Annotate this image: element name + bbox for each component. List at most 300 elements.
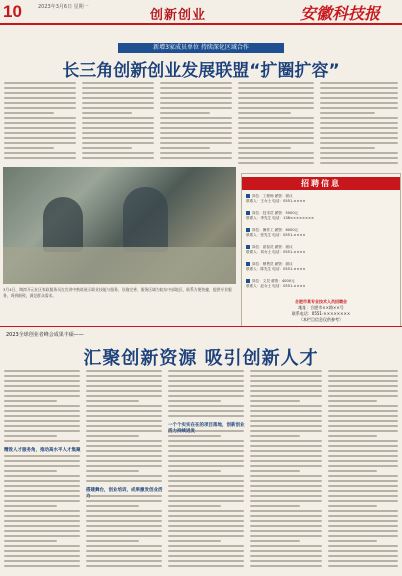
text-line xyxy=(4,560,80,562)
text-line xyxy=(82,82,154,84)
text-line xyxy=(4,495,80,497)
text-line xyxy=(250,545,322,547)
second-body-col-5 xyxy=(328,370,398,570)
text-line xyxy=(168,400,221,402)
text-line xyxy=(328,540,377,542)
text-line xyxy=(4,550,80,552)
text-line xyxy=(250,390,322,392)
text-line xyxy=(328,465,398,467)
text-line xyxy=(4,142,76,144)
text-line xyxy=(160,82,232,84)
text-line xyxy=(86,525,162,527)
text-line xyxy=(160,147,210,149)
section-divider xyxy=(0,326,402,327)
subhead-2: 搭建舞台，创业培训，成果激发创业活力 xyxy=(86,488,163,499)
text-line xyxy=(86,425,162,427)
text-line xyxy=(86,450,162,452)
text-line xyxy=(328,560,398,562)
text-line xyxy=(86,505,139,507)
text-line xyxy=(250,375,322,377)
second-body-col-3 xyxy=(168,370,244,570)
text-line xyxy=(250,550,322,552)
text-line xyxy=(328,495,398,497)
text-line xyxy=(86,405,162,407)
text-line xyxy=(4,375,80,377)
text-line xyxy=(86,480,162,482)
text-line xyxy=(328,480,398,482)
text-line xyxy=(86,540,139,542)
text-line xyxy=(328,520,398,522)
text-line xyxy=(168,490,244,492)
text-line xyxy=(86,475,162,477)
text-line xyxy=(168,370,244,372)
text-line xyxy=(4,555,80,557)
bullet-icon xyxy=(246,245,250,249)
text-line xyxy=(250,520,322,522)
text-line xyxy=(4,460,80,462)
text-line xyxy=(320,122,398,124)
text-line xyxy=(328,475,398,477)
text-line xyxy=(86,390,162,392)
text-line xyxy=(4,370,80,372)
text-line xyxy=(320,97,398,99)
text-line xyxy=(320,162,398,164)
jobs-panel xyxy=(241,173,401,327)
text-line xyxy=(168,510,244,512)
text-line xyxy=(250,460,322,462)
second-headline: 汇聚创新资源 吸引创新人才 xyxy=(83,348,319,369)
text-line xyxy=(168,480,244,482)
text-line xyxy=(168,380,244,382)
text-line xyxy=(4,132,76,134)
text-line xyxy=(328,485,398,487)
text-line xyxy=(320,102,398,104)
job-listing: 岗位：质检员 薪资：面议 联系人：刘女士 电话：0551-×××× xyxy=(246,245,306,254)
jobs-panel-title: 招聘信息 xyxy=(242,177,400,190)
text-line xyxy=(4,97,76,99)
text-line xyxy=(250,445,322,447)
job-listing: 岗位：操作工 薪资：6000元 联系人：张先生 电话：0551-×××× xyxy=(246,228,306,237)
text-line xyxy=(4,425,80,427)
text-line xyxy=(4,530,80,532)
text-line xyxy=(250,380,322,382)
text-line xyxy=(4,525,80,527)
subhead-1: 精致人才服务角，推动高水平人才集聚 xyxy=(4,448,81,453)
text-line xyxy=(4,480,80,482)
text-line xyxy=(168,415,244,417)
text-line xyxy=(168,450,244,452)
text-line xyxy=(86,515,162,517)
masthead-logo: 安徽科技报 xyxy=(300,4,381,23)
text-line xyxy=(82,87,154,89)
text-line xyxy=(4,420,80,422)
text-line xyxy=(168,520,244,522)
text-line xyxy=(250,435,300,437)
text-line xyxy=(4,415,80,417)
text-line xyxy=(86,430,162,432)
text-line xyxy=(4,395,80,397)
text-line xyxy=(86,545,162,547)
text-line xyxy=(328,460,398,462)
text-line xyxy=(4,405,80,407)
text-line xyxy=(328,470,377,472)
text-line xyxy=(160,132,232,134)
text-line xyxy=(4,400,57,402)
text-line xyxy=(250,495,322,497)
lead-body-col-4 xyxy=(238,82,314,167)
text-line xyxy=(250,540,300,542)
text-line xyxy=(250,470,300,472)
text-line xyxy=(320,157,398,159)
text-line xyxy=(4,475,80,477)
text-line xyxy=(328,430,398,432)
text-line xyxy=(250,400,300,402)
text-line xyxy=(86,385,162,387)
text-line xyxy=(82,137,154,139)
text-line xyxy=(168,410,244,412)
text-line xyxy=(250,455,322,457)
text-line xyxy=(4,440,80,442)
text-line xyxy=(328,565,398,567)
text-line xyxy=(4,485,80,487)
text-line xyxy=(238,92,314,94)
text-line xyxy=(160,152,232,154)
text-line xyxy=(328,410,398,412)
text-line xyxy=(4,87,76,89)
text-line xyxy=(328,515,398,517)
text-line xyxy=(86,535,162,537)
text-line xyxy=(328,435,377,437)
text-line xyxy=(86,560,162,562)
second-body-col-2 xyxy=(86,370,162,570)
job-listing: 岗位：工程师 薪资：面议 联系人：王女士 电话：0551-×××× xyxy=(246,194,306,203)
text-line xyxy=(82,132,154,134)
text-line xyxy=(4,147,54,149)
text-line xyxy=(4,112,54,114)
text-line xyxy=(160,92,232,94)
text-line xyxy=(86,565,162,567)
text-line xyxy=(250,500,322,502)
text-line xyxy=(4,152,76,154)
photo-caption: 3月4日，陶湾开元社区家政服务员在宣讲中熟练展示职业技能与服务，设施完善，服务区域为皖东中部地区，联系方便快捷，提供专业服务，周到细致，满足群众需求。 xyxy=(3,287,232,298)
text-line xyxy=(320,112,375,114)
text-line xyxy=(4,465,80,467)
bullet-icon xyxy=(246,262,250,266)
text-line xyxy=(238,102,314,104)
text-line xyxy=(82,157,154,159)
text-line xyxy=(250,430,322,432)
text-line xyxy=(82,112,132,114)
text-line xyxy=(4,410,80,412)
text-line xyxy=(168,445,244,447)
text-line xyxy=(328,490,398,492)
text-line xyxy=(250,465,322,467)
text-line xyxy=(168,525,244,527)
text-line xyxy=(328,525,398,527)
text-line xyxy=(250,490,322,492)
text-line xyxy=(328,370,398,372)
text-line xyxy=(82,92,154,94)
text-line xyxy=(160,142,232,144)
text-line xyxy=(250,475,322,477)
text-line xyxy=(328,500,398,502)
text-line xyxy=(320,92,398,94)
text-line xyxy=(82,127,154,129)
text-line xyxy=(86,370,162,372)
bullet-icon xyxy=(246,194,250,198)
text-line xyxy=(86,470,139,472)
text-line xyxy=(168,470,221,472)
text-line xyxy=(238,142,314,144)
text-line xyxy=(4,490,80,492)
text-line xyxy=(4,435,57,437)
header-rule xyxy=(0,23,402,25)
text-line xyxy=(86,555,162,557)
lead-photo xyxy=(3,167,236,284)
text-line xyxy=(168,375,244,377)
text-line xyxy=(168,475,244,477)
text-line xyxy=(160,87,232,89)
lead-headline: 长三角创新创业发展联盟“扩圈扩容” xyxy=(62,61,340,81)
text-line xyxy=(250,420,322,422)
text-line xyxy=(160,137,232,139)
text-line xyxy=(168,515,244,517)
text-line xyxy=(4,515,80,517)
text-line xyxy=(328,450,398,452)
text-line xyxy=(238,112,291,114)
text-line xyxy=(160,112,210,114)
text-line xyxy=(86,380,162,382)
text-line xyxy=(160,102,232,104)
text-line xyxy=(168,500,244,502)
text-line xyxy=(328,390,398,392)
text-line xyxy=(4,545,80,547)
text-line xyxy=(4,430,80,432)
text-line xyxy=(86,400,139,402)
job-listing: 岗位：文员 薪资：4000元 联系人：赵女士 电话：0551-×××× xyxy=(246,279,306,288)
text-line xyxy=(238,152,314,154)
text-line xyxy=(4,505,57,507)
text-line xyxy=(86,550,162,552)
text-line xyxy=(82,122,154,124)
text-line xyxy=(250,440,322,442)
text-line xyxy=(328,415,398,417)
text-line xyxy=(4,455,80,457)
text-line xyxy=(168,405,244,407)
text-line xyxy=(328,405,398,407)
second-body-col-1 xyxy=(4,370,80,570)
text-line xyxy=(4,157,76,159)
text-line xyxy=(328,505,377,507)
text-line xyxy=(86,455,162,457)
text-line xyxy=(82,147,132,149)
text-line xyxy=(82,102,154,104)
text-line xyxy=(4,127,76,129)
text-line xyxy=(160,107,232,109)
text-line xyxy=(4,510,80,512)
text-line xyxy=(320,87,398,89)
text-line xyxy=(328,555,398,557)
text-line xyxy=(4,137,76,139)
text-line xyxy=(160,122,232,124)
lead-body-col-3 xyxy=(160,82,232,162)
text-line xyxy=(328,535,398,537)
text-line xyxy=(168,390,244,392)
text-line xyxy=(168,385,244,387)
text-line xyxy=(4,540,57,542)
text-line xyxy=(86,415,162,417)
text-line xyxy=(328,395,398,397)
text-line xyxy=(328,510,398,512)
page-header xyxy=(0,0,402,24)
text-line xyxy=(168,565,244,567)
text-line xyxy=(4,565,80,567)
text-line xyxy=(168,435,221,437)
text-line xyxy=(86,435,139,437)
text-line xyxy=(250,530,322,532)
text-line xyxy=(4,385,80,387)
text-line xyxy=(4,500,80,502)
text-line xyxy=(238,122,314,124)
text-line xyxy=(250,510,322,512)
bullet-icon xyxy=(246,279,250,283)
text-line xyxy=(250,555,322,557)
text-line xyxy=(320,82,398,84)
text-line xyxy=(168,495,244,497)
text-line xyxy=(86,375,162,377)
text-line xyxy=(320,127,398,129)
text-line xyxy=(4,82,76,84)
page-number: 10 xyxy=(3,2,22,21)
text-line xyxy=(168,530,244,532)
text-line xyxy=(168,545,244,547)
text-line xyxy=(4,470,57,472)
text-line xyxy=(320,147,375,149)
text-line xyxy=(4,520,80,522)
text-line xyxy=(82,152,154,154)
text-line xyxy=(86,445,162,447)
text-line xyxy=(328,550,398,552)
text-line xyxy=(238,97,314,99)
text-line xyxy=(160,157,232,159)
text-line xyxy=(320,117,398,119)
lead-kicker: 新增3家成员单位 持续深化区域合作 xyxy=(118,43,284,53)
text-line xyxy=(4,107,76,109)
text-line xyxy=(250,415,322,417)
text-line xyxy=(250,405,322,407)
job-listing: 岗位：销售员 薪资：面议 联系人：陈先生 电话：0551-×××× xyxy=(246,262,306,271)
text-line xyxy=(168,540,221,542)
text-line xyxy=(328,445,398,447)
text-line xyxy=(250,450,322,452)
text-line xyxy=(4,117,76,119)
text-line xyxy=(328,385,398,387)
text-line xyxy=(328,375,398,377)
text-line xyxy=(250,385,322,387)
job-listing: 岗位：技术员 薪资：5000元 联系人：李先生 电话：138×××××××× xyxy=(246,211,315,220)
text-line xyxy=(168,535,244,537)
lead-body-col-2 xyxy=(82,82,154,162)
text-line xyxy=(238,162,314,164)
text-line xyxy=(238,157,314,159)
text-line xyxy=(238,137,314,139)
text-line xyxy=(82,107,154,109)
text-line xyxy=(328,420,398,422)
text-line xyxy=(86,500,162,502)
jobs-panel-footer: 合肥市某专业技术人员招聘会 地址：合肥市××路××号 联系电话：0551-×××××××× （本栏目信息仅供参考） xyxy=(291,299,351,322)
text-line xyxy=(86,460,162,462)
text-line xyxy=(168,505,221,507)
text-line xyxy=(250,565,322,567)
text-line xyxy=(4,122,76,124)
bullet-icon xyxy=(246,228,250,232)
text-line xyxy=(320,142,398,144)
text-line xyxy=(86,395,162,397)
text-line xyxy=(250,515,322,517)
text-line xyxy=(82,142,154,144)
text-line xyxy=(4,380,80,382)
text-line xyxy=(238,127,314,129)
text-line xyxy=(160,117,232,119)
text-line xyxy=(86,520,162,522)
text-line xyxy=(328,400,377,402)
lead-body-col-1 xyxy=(4,82,76,162)
text-line xyxy=(320,137,398,139)
text-line xyxy=(328,425,398,427)
text-line xyxy=(250,535,322,537)
text-line xyxy=(250,525,322,527)
text-line xyxy=(160,127,232,129)
text-line xyxy=(250,485,322,487)
text-line xyxy=(86,410,162,412)
text-line xyxy=(238,132,314,134)
text-line xyxy=(238,147,291,149)
text-line xyxy=(4,535,80,537)
text-line xyxy=(168,485,244,487)
text-line xyxy=(320,152,398,154)
text-line xyxy=(160,97,232,99)
text-line xyxy=(86,510,162,512)
text-line xyxy=(238,82,314,84)
text-line xyxy=(168,395,244,397)
text-line xyxy=(168,440,244,442)
text-line xyxy=(328,440,398,442)
text-line xyxy=(250,410,322,412)
text-line xyxy=(168,455,244,457)
text-line xyxy=(86,465,162,467)
text-line xyxy=(238,87,314,89)
second-body-col-4 xyxy=(250,370,322,570)
text-line xyxy=(320,132,398,134)
second-kicker: 2023全球创业者峰会成果丰硕—— xyxy=(6,332,84,338)
text-line xyxy=(168,555,244,557)
text-line xyxy=(320,107,398,109)
text-line xyxy=(328,455,398,457)
text-line xyxy=(328,545,398,547)
text-line xyxy=(238,117,314,119)
text-line xyxy=(4,390,80,392)
text-line xyxy=(238,107,314,109)
text-line xyxy=(168,560,244,562)
text-line xyxy=(82,97,154,99)
text-line xyxy=(250,425,322,427)
section-title: 创新创业 xyxy=(150,8,207,23)
text-line xyxy=(328,530,398,532)
text-line xyxy=(4,92,76,94)
text-line xyxy=(86,440,162,442)
text-line xyxy=(86,530,162,532)
text-line xyxy=(250,560,322,562)
